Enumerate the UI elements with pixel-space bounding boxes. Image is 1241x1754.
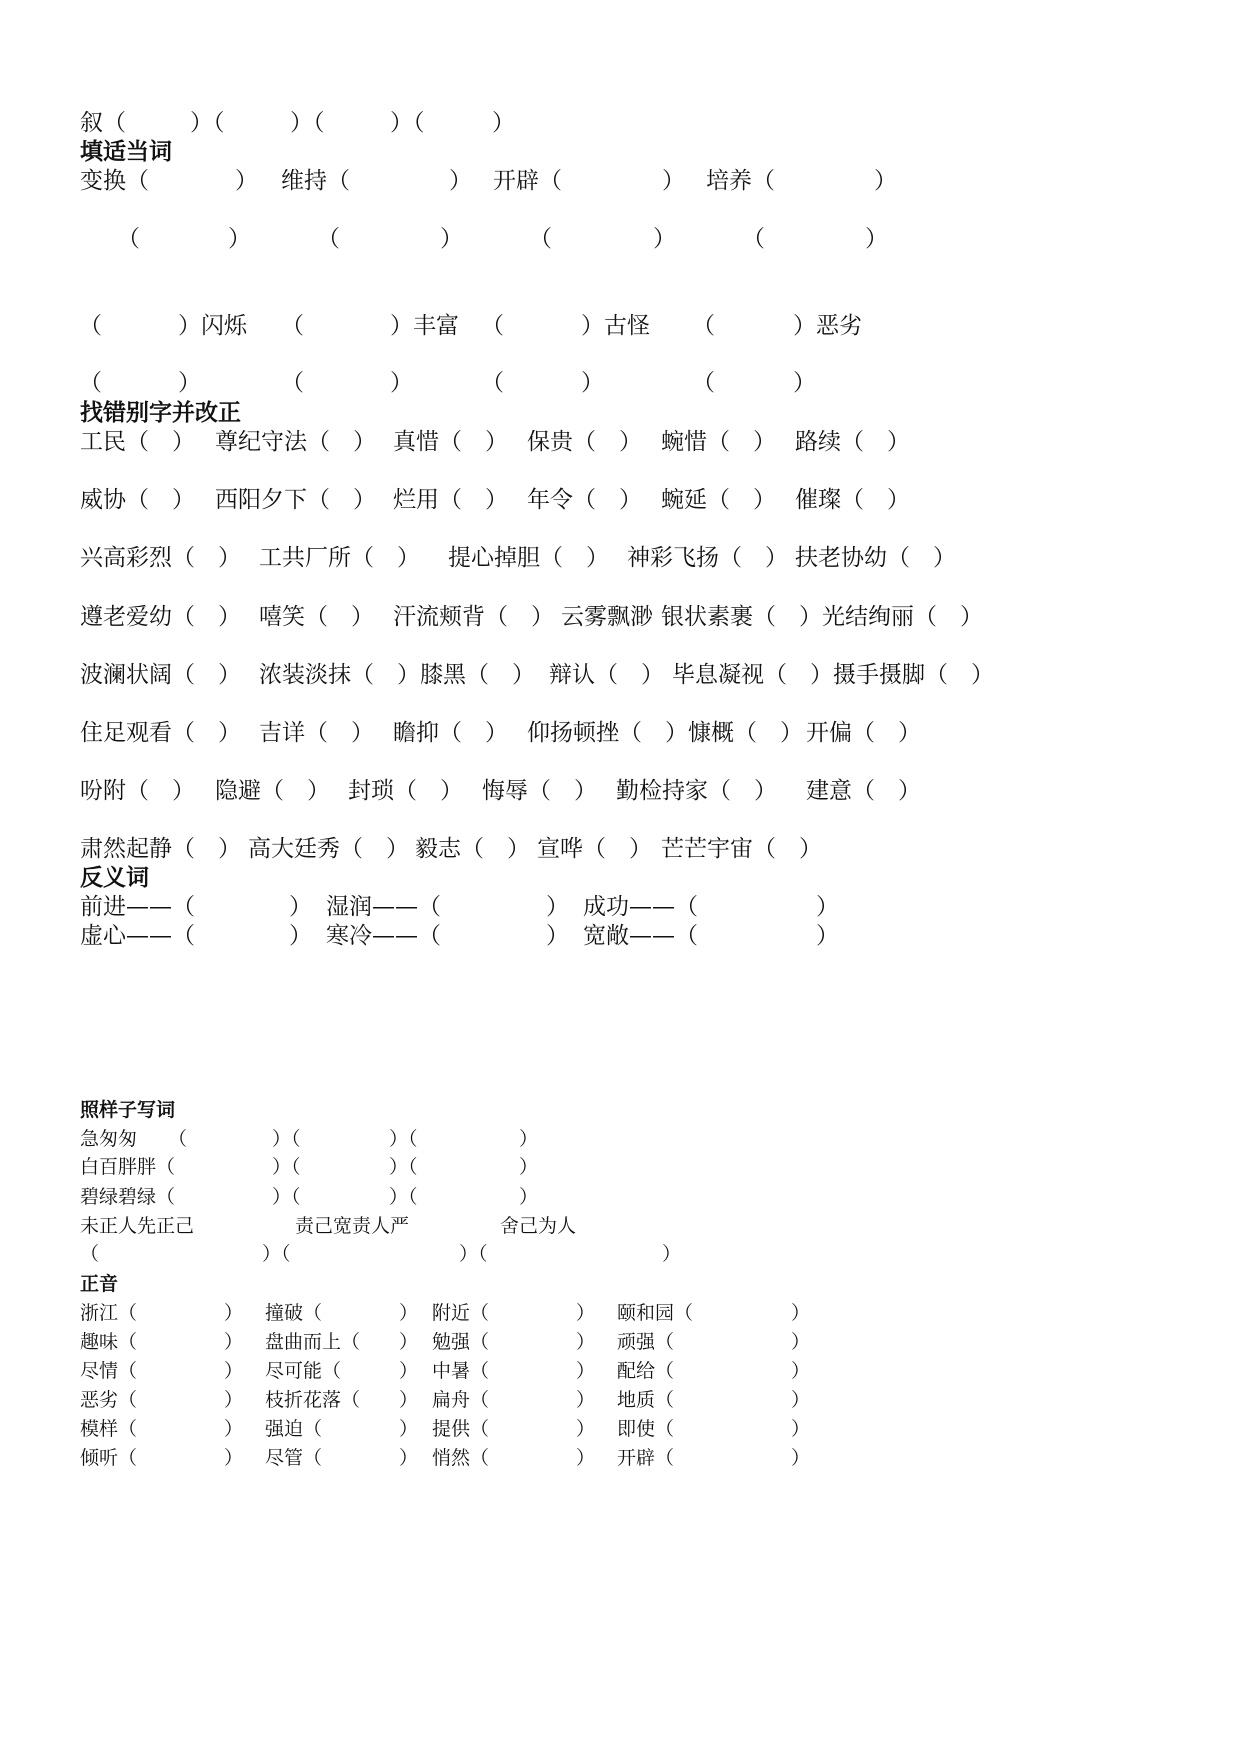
phrase-example: 责己宽责人严 [295, 1215, 410, 1237]
pattern-row-1 [0, 1127, 1241, 1151]
typo-item: 神彩飞扬（ ） [627, 545, 788, 571]
answer-blank: ） [399, 1302, 419, 1324]
typo-item: 保贵（ ） [527, 429, 642, 455]
word-prompt: 配给（ [617, 1360, 675, 1382]
answer-blank: （ [80, 1243, 100, 1265]
typo-item: 兴高彩烈（ ） [80, 545, 241, 571]
answer-blank: ） [653, 226, 676, 252]
word-prompt: 地质（ [617, 1389, 675, 1411]
answer-blank: ） [793, 370, 816, 396]
pronunciation-row-5 [0, 1417, 1241, 1441]
word-prompt: 浙江（ [80, 1302, 138, 1324]
answer-blank: ） [224, 1302, 244, 1324]
answer-blank: （ [281, 313, 304, 339]
answer-blank: ）（ [190, 110, 225, 136]
typo-row-4 [0, 603, 1241, 631]
typo-item: 高大廷秀（ ） [248, 836, 409, 862]
word-prompt: ）恶劣 [793, 313, 862, 339]
answer-blank: ）（ [390, 110, 425, 136]
answer-blank: ） [519, 1128, 539, 1150]
answer-blank: ） [791, 1331, 811, 1353]
section-heading: 正音 [80, 1273, 119, 1295]
pattern-phrases-row [0, 1214, 1241, 1238]
answer-blank: ）（ [389, 1186, 418, 1208]
word-prompt: ）古怪 [581, 313, 650, 339]
typo-item: 肃然起静（ ） [80, 836, 241, 862]
answer-blank: ） [224, 1360, 244, 1382]
pronunciation-row-3 [0, 1359, 1241, 1383]
answer-blank: ） [576, 1418, 596, 1440]
typo-item: 宣哗（ ） [537, 836, 652, 862]
word-prompt: 白百胖胖（ [80, 1156, 176, 1178]
answer-blank: ） [390, 370, 413, 396]
answer-blank: （ [481, 313, 504, 339]
typo-item: 工民（ ） [80, 429, 195, 455]
answer-blank: ） [449, 168, 472, 194]
answer-blank: （ [481, 370, 504, 396]
answer-blank: ） [576, 1331, 596, 1353]
typo-item: 年令（ ） [527, 487, 642, 513]
answer-blank: ） [791, 1447, 811, 1469]
typo-item: 烂用（ ） [393, 487, 508, 513]
word-prompt: 尽可能（ [265, 1360, 342, 1382]
answer-blank: ） [791, 1360, 811, 1382]
answer-blank: ） [576, 1302, 596, 1324]
typo-item: 遵老爱幼（ ） [80, 604, 241, 630]
fill-words-heading-line [0, 138, 1241, 166]
typo-item: 提心掉胆（ ） [448, 545, 609, 571]
answer-blank: ） [816, 923, 839, 949]
typo-item: 仰扬顿挫（ ）慷概（ ） [527, 720, 803, 746]
word-prompt: 虚心——（ [80, 923, 195, 949]
answer-blank: ）（ [272, 1128, 301, 1150]
answer-blank: ） [399, 1447, 419, 1469]
answer-blank: ） [816, 894, 839, 920]
section-heading: 反义词 [80, 865, 149, 891]
typo-item: 催璨（ ） [795, 487, 910, 513]
answer-blank: ） [576, 1389, 596, 1411]
word-prompt: 模样（ [80, 1418, 138, 1440]
typo-heading-line [0, 399, 1241, 427]
word-prompt: 宽敞——（ [583, 923, 698, 949]
word-prompt: 趣味（ [80, 1331, 138, 1353]
answer-blank: ） [519, 1186, 539, 1208]
answer-blank: ） [546, 894, 569, 920]
answer-blank: ）（ [262, 1243, 291, 1265]
fill-words-row-4 [0, 369, 1241, 397]
answer-blank: （ [317, 226, 340, 252]
word-prompt: 成功——（ [583, 894, 698, 920]
antonyms-heading-line [0, 864, 1241, 892]
word-prompt: 倾听（ [80, 1447, 138, 1469]
typo-item: 蜿惜（ ） [661, 429, 776, 455]
word-prompt: 寒冷——（ [326, 923, 441, 949]
fill-words-row-3 [0, 312, 1241, 340]
word-prompt: 恶劣（ [80, 1389, 138, 1411]
word-prompt: 叙（ [80, 110, 126, 136]
fill-words-row-2 [0, 225, 1241, 253]
word-prompt: 前进——（ [80, 894, 195, 920]
answer-blank: （ [79, 370, 102, 396]
answer-blank: ） [791, 1389, 811, 1411]
answer-blank: ） [224, 1447, 244, 1469]
answer-blank: （ [168, 1128, 188, 1150]
section-heading: 照样子写词 [80, 1099, 176, 1121]
answer-blank: ） [791, 1418, 811, 1440]
pronunciation-row-6 [0, 1446, 1241, 1470]
pattern-row-2 [0, 1155, 1241, 1179]
answer-blank: （ [742, 226, 765, 252]
answer-blank: ） [576, 1360, 596, 1382]
phrase-example: 舍己为人 [500, 1215, 577, 1237]
answer-blank: ） [399, 1331, 419, 1353]
word-prompt: ）丰富 [390, 313, 459, 339]
phrase-example: 未正人先正己 [80, 1215, 195, 1237]
typo-row-5 [0, 661, 1241, 689]
answer-blank: ） [224, 1389, 244, 1411]
answer-blank: ）（ [389, 1128, 418, 1150]
typo-item: 勤检持家（ ） [616, 778, 777, 804]
word-prompt: 开辟（ [617, 1447, 675, 1469]
answer-blank: （ [281, 370, 304, 396]
answer-blank: （ [117, 226, 140, 252]
antonyms-row-2 [0, 922, 1241, 950]
pattern-row-3 [0, 1185, 1241, 1209]
antonyms-row-1 [0, 893, 1241, 921]
answer-blank: ） [791, 1302, 811, 1324]
typo-item: 瞻抑（ ） [393, 720, 508, 746]
typo-item: 悔辱（ ） [482, 778, 597, 804]
word-prompt: 强迫（ [265, 1418, 323, 1440]
word-prompt: 枝折花落（ [265, 1389, 361, 1411]
answer-blank: ） [492, 110, 515, 136]
typo-item: 住足观看（ ） [80, 720, 241, 746]
answer-blank: ） [224, 1418, 244, 1440]
typo-item: 工共厂所（ ） [259, 545, 420, 571]
typo-item: 汗流颊背（ ） [393, 604, 554, 630]
answer-blank: ） [581, 370, 604, 396]
answer-blank: ） [224, 1331, 244, 1353]
typo-item: 毕息凝视（ ）摄手摄脚（ ） [672, 662, 994, 688]
word-prompt: 培养（ [706, 168, 775, 194]
synonym-row-xu [0, 109, 1241, 137]
typo-item: 封琐（ ） [348, 778, 463, 804]
answer-blank: ）（ [290, 110, 325, 136]
typo-item: 银状素裹（ ）光结绚丽（ ） [661, 604, 983, 630]
pronunciation-row-4 [0, 1388, 1241, 1412]
answer-blank: ） [399, 1418, 419, 1440]
pronunciation-row-2 [0, 1330, 1241, 1354]
pronunciation-heading-line [0, 1272, 1241, 1296]
typo-item: 开偏（ ） [806, 720, 921, 746]
word-prompt: 碧绿碧绿（ [80, 1186, 176, 1208]
typo-item: 辩认（ ） [549, 662, 664, 688]
typo-item: 真惜（ ） [393, 429, 508, 455]
answer-blank: ） [289, 894, 312, 920]
word-prompt: 变换（ [80, 168, 149, 194]
word-prompt: ）闪烁 [178, 313, 247, 339]
word-prompt: 撞破（ [265, 1302, 323, 1324]
typo-item: 嘻笑（ ） [259, 604, 374, 630]
typo-item: 蜿延（ ） [661, 487, 776, 513]
answer-blank: ）（ [272, 1186, 301, 1208]
word-prompt: 颐和园（ [617, 1302, 694, 1324]
answer-blank: （ [79, 313, 102, 339]
word-prompt: 盘曲而上（ [265, 1331, 361, 1353]
pattern-phrase-blanks-row [0, 1242, 1241, 1266]
typo-item: 波澜状阔（ ） [80, 662, 241, 688]
typo-item: 吩附（ ） [80, 778, 195, 804]
typo-item: 芒芒宇宙（ ） [661, 836, 822, 862]
typo-item: 浓装淡抹（ ）膝黑（ ） [259, 662, 535, 688]
typo-row-1 [0, 428, 1241, 456]
typo-item: 毅志（ ） [415, 836, 530, 862]
answer-blank: ） [874, 168, 897, 194]
answer-blank: ） [865, 226, 888, 252]
typo-row-3 [0, 544, 1241, 572]
typo-item: 扶老协幼（ ） [795, 545, 956, 571]
answer-blank: ）（ [459, 1243, 488, 1265]
answer-blank: ） [399, 1360, 419, 1382]
typo-item: 威协（ ） [80, 487, 195, 513]
word-prompt: 维持（ [281, 168, 350, 194]
typo-row-6 [0, 719, 1241, 747]
word-prompt: 即使（ [617, 1418, 675, 1440]
typo-item: 吉详（ ） [259, 720, 374, 746]
word-prompt: 中暑（ [432, 1360, 490, 1382]
typo-row-7 [0, 777, 1241, 805]
fill-words-row-1 [0, 167, 1241, 195]
pattern-heading-line [0, 1098, 1241, 1122]
answer-blank: ） [178, 370, 201, 396]
answer-blank: ） [519, 1156, 539, 1178]
word-prompt: 急匆匆 [80, 1128, 138, 1150]
answer-blank: ） [399, 1389, 419, 1411]
answer-blank: ）（ [272, 1156, 301, 1178]
pronunciation-row-1 [0, 1301, 1241, 1325]
section-heading: 找错别字并改正 [80, 400, 241, 426]
word-prompt: 开辟（ [493, 168, 562, 194]
answer-blank: （ [692, 370, 715, 396]
word-prompt: 悄然（ [432, 1447, 490, 1469]
answer-blank: （ [529, 226, 552, 252]
section-heading: 填适当词 [80, 139, 172, 165]
answer-blank: ） [228, 226, 251, 252]
typo-item: 建意（ ） [806, 778, 921, 804]
typo-item: 路续（ ） [795, 429, 910, 455]
word-prompt: 尽管（ [265, 1447, 323, 1469]
typo-item: 云雾飘渺 [561, 604, 653, 630]
answer-blank: ） [576, 1447, 596, 1469]
word-prompt: 勉强（ [432, 1331, 490, 1353]
answer-blank: ） [235, 168, 258, 194]
answer-blank: ）（ [389, 1156, 418, 1178]
answer-blank: ） [289, 923, 312, 949]
answer-blank: ） [662, 1243, 682, 1265]
word-prompt: 湿润——（ [326, 894, 441, 920]
typo-row-2 [0, 486, 1241, 514]
typo-item: 西阳夕下（ ） [215, 487, 376, 513]
word-prompt: 尽情（ [80, 1360, 138, 1382]
word-prompt: 提供（ [432, 1418, 490, 1440]
answer-blank: ） [662, 168, 685, 194]
answer-blank: （ [692, 313, 715, 339]
answer-blank: ） [546, 923, 569, 949]
typo-item: 尊纪守法（ ） [215, 429, 376, 455]
word-prompt: 附近（ [432, 1302, 490, 1324]
word-prompt: 扁舟（ [432, 1389, 490, 1411]
word-prompt: 顽强（ [617, 1331, 675, 1353]
answer-blank: ） [440, 226, 463, 252]
typo-item: 隐避（ ） [215, 778, 330, 804]
typo-row-8 [0, 835, 1241, 863]
